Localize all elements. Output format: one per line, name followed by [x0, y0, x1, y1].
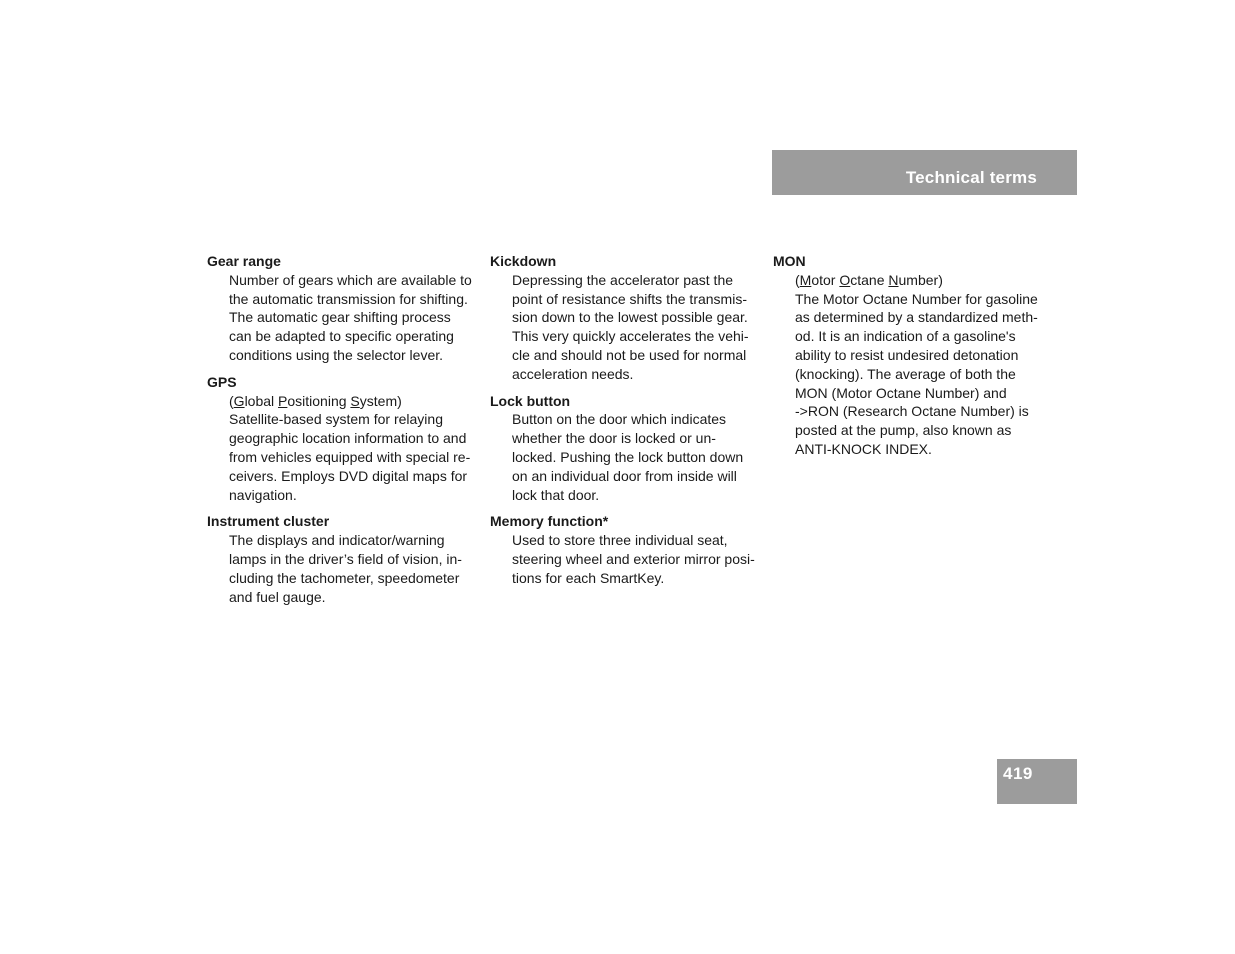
definition-line: acceleration needs. [512, 365, 634, 382]
definition-line: can be adapted to specific operating [229, 328, 454, 345]
page-number-tab [997, 759, 1077, 804]
definition-line: from vehicles equipped with special re- [229, 448, 471, 465]
definition-line: locked. Pushing the lock button down [512, 448, 744, 465]
definition-line: and fuel gauge. [229, 588, 326, 605]
acronym-expansion: (Motor Octane Number) [795, 271, 943, 288]
definition-line: ANTI-KNOCK INDEX. [795, 440, 932, 457]
definition-line: Button on the door which indicates [512, 411, 727, 428]
glossary-entry-instrument-cluster [207, 512, 475, 606]
definition-line: sion down to the lowest possible gear. [512, 309, 748, 326]
definition-line: point of resistance shifts the transmis- [512, 290, 747, 307]
definition-line: on an individual door from inside will [512, 467, 737, 484]
definition-line: as determined by a standardized meth- [795, 309, 1038, 326]
term-definition [512, 271, 758, 384]
term-definition [512, 531, 758, 587]
definition-line: od. It is an indication of a gasoline's [795, 328, 1016, 345]
definition-line: cle and should not be used for normal [512, 346, 747, 363]
glossary-entry-mon [773, 252, 1041, 459]
term-heading: Kickdown [490, 253, 557, 269]
definition-line: ability to resist undesired detonation [795, 346, 1019, 363]
glossary-column-3 [773, 252, 1041, 467]
definition-line: tions for each SmartKey. [512, 569, 665, 586]
definition-line: Depressing the accelerator past the [512, 271, 734, 288]
section-title: Technical terms [905, 168, 1037, 187]
term-definition [229, 531, 475, 606]
page-number: 419 [1003, 764, 1033, 783]
term-definition [795, 271, 1041, 459]
glossary-column-1 [207, 252, 475, 614]
definition-line: The displays and indicator/warning [229, 532, 445, 549]
definition-line: The automatic gear shifting process [229, 309, 451, 326]
glossary-column-2 [490, 252, 758, 596]
definition-line: whether the door is locked or un- [512, 430, 716, 447]
term-heading: Instrument cluster [207, 513, 330, 530]
definition-line: steering wheel and exterior mirror posi- [512, 550, 755, 567]
definition-line: navigation. [229, 486, 297, 503]
term-heading: Memory function* [490, 513, 609, 530]
definition-line: lock that door. [512, 486, 600, 503]
definition-line: MON (Motor Octane Number) and [795, 384, 1007, 401]
definition-line: (knocking). The average of both the [795, 365, 1016, 382]
definition-line: The Motor Octane Number for gasoline [795, 290, 1038, 307]
term-definition [229, 392, 475, 505]
definition-line: Satellite-based system for relaying [229, 411, 443, 428]
definition-line: This very quickly accelerates the vehi- [512, 328, 749, 345]
term-heading: Gear range [207, 253, 281, 269]
definition-line: Number of gears which are available to [229, 271, 472, 288]
definition-line: lamps in the driver’s field of vision, in- [229, 550, 462, 567]
term-definition [229, 271, 475, 365]
definition-line: cluding the tachometer, speedometer [229, 569, 460, 586]
definition-line: the automatic transmission for shifting. [229, 290, 468, 307]
glossary-entry-gps [207, 373, 475, 505]
glossary-entry-gear-range [207, 252, 475, 365]
term-definition [512, 410, 758, 504]
glossary-entry-kickdown [490, 252, 758, 384]
definition-line: ceivers. Employs DVD digital maps for [229, 467, 468, 484]
glossary-entry-memory-function [490, 512, 758, 587]
term-heading: Lock button [490, 392, 571, 409]
acronym-expansion: (Global Positioning System) [229, 392, 402, 409]
term-heading: GPS [207, 373, 237, 390]
section-header-tab [772, 150, 1077, 195]
definition-line: Used to store three individual seat, [512, 532, 728, 549]
definition-line: ->RON (Research Octane Number) is [795, 403, 1029, 420]
term-heading: MON [773, 253, 806, 269]
definition-line: conditions using the selector lever. [229, 346, 444, 363]
definition-line: posted at the pump, also known as [795, 422, 1012, 439]
glossary-entry-lock-button [490, 392, 758, 505]
definition-line: geographic location information to and [229, 430, 467, 447]
